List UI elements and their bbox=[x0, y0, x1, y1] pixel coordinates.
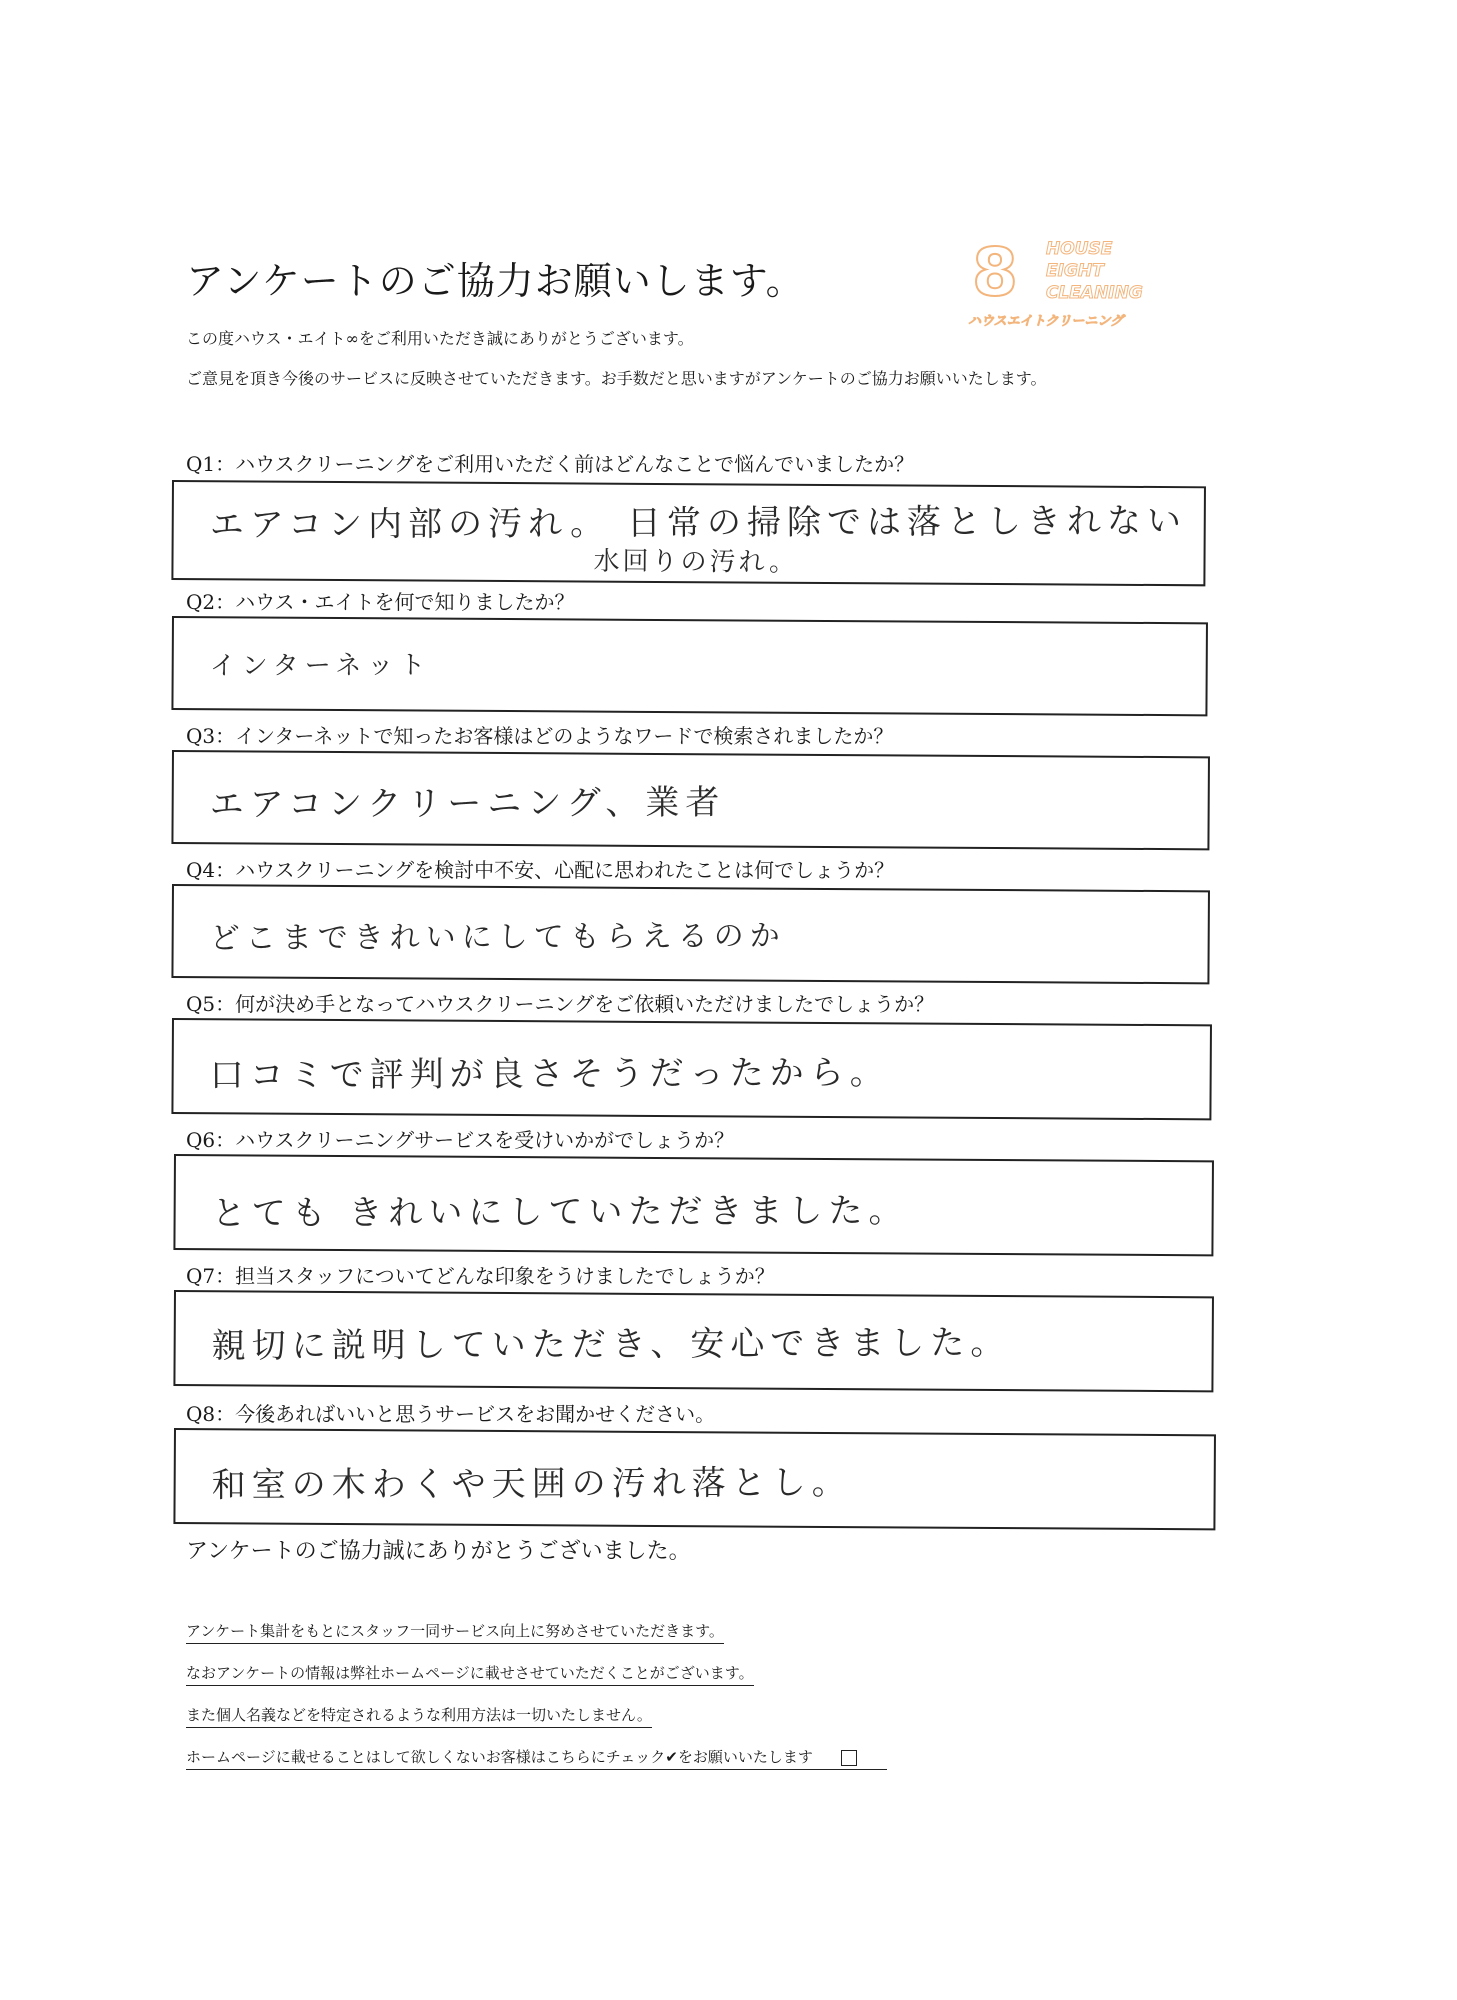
answer-2: インターネット bbox=[209, 650, 432, 682]
company-logo bbox=[968, 236, 1168, 336]
answer-box-2 bbox=[171, 616, 1208, 716]
question-5: Q5：何が決め手となってハウスクリーニングをご依頼いただけましたでしょうか？ bbox=[186, 992, 935, 1016]
answer-box-8 bbox=[173, 1428, 1216, 1530]
note-2-text: なおアンケートの情報は弊社ホームページに載せさせていただくことがございます。 bbox=[186, 1664, 754, 1686]
page-title: アンケートのご協力お願いします。 bbox=[186, 259, 805, 303]
note-3-text: また個人名義などを特定されるような利用方法は一切いたしません。 bbox=[186, 1706, 652, 1728]
question-3: Q3：インターネットで知ったお客様はどのようなワードで検索されましたか？ bbox=[186, 724, 894, 748]
question-7: Q7：担当スタッフについてどんな印象をうけましたでしょうか？ bbox=[186, 1264, 775, 1288]
logo-eight-mark: 8 bbox=[972, 234, 1018, 311]
answer-box-4 bbox=[171, 884, 1210, 984]
note-4-text: ホームページに載せることはして欲しくないお客様はこちらにチェック✔をお願いいたします bbox=[186, 1748, 813, 1766]
closing-message: アンケートのご協力誠にありがとうございました。 bbox=[186, 1539, 691, 1564]
question-4: Q4：ハウスクリーニングを検討中不安、心配に思われたことは何でしょうか？ bbox=[186, 858, 895, 882]
question-6: Q6：ハウスクリーニングサービスを受けいかがでしょうか？ bbox=[186, 1128, 735, 1152]
note-4 bbox=[186, 1746, 887, 1767]
intro-line-1: この度ハウス・エイト∞をご利用いただき誠にありがとうございます。 bbox=[186, 329, 694, 348]
note-3 bbox=[186, 1704, 652, 1725]
answer-box-7 bbox=[173, 1290, 1214, 1392]
logo-kana: ハウスエイトクリーニング bbox=[968, 314, 1124, 329]
question-1: Q1：ハウスクリーニングをご利用いただく前はどんなことで悩んでいましたか？ bbox=[186, 452, 915, 476]
note-2 bbox=[186, 1662, 754, 1683]
answer-6: とても きれいにしていただきました。 bbox=[211, 1190, 909, 1234]
answer-3: エアコンクリーニング、業者 bbox=[209, 782, 726, 825]
answer-1-line-2: 水回りの汚れ。 bbox=[593, 546, 799, 578]
logo-text bbox=[1046, 238, 1143, 304]
logo-line-eight: EIGHT bbox=[1046, 261, 1104, 281]
answer-box-5 bbox=[171, 1018, 1212, 1120]
answer-7: 親切に説明していただき、安心できました。 bbox=[211, 1322, 1011, 1367]
answer-1: エアコン内部の汚れ。 日常の掃除では落としきれない bbox=[209, 501, 1188, 546]
answer-box-3 bbox=[171, 750, 1210, 850]
intro-line-2: ご意見を頂き今後のサービスに反映させていただきます。お手数だと思いますがアンケートのご協力お願いいたします。 bbox=[186, 369, 1047, 388]
answer-8: 和室の木わくや天囲の汚れ落とし。 bbox=[211, 1462, 852, 1506]
answer-box-1 bbox=[171, 480, 1206, 586]
question-2: Q2：ハウス・エイトを何で知りましたか？ bbox=[186, 590, 575, 614]
note-1 bbox=[186, 1620, 724, 1641]
answer-box-6 bbox=[173, 1154, 1214, 1256]
answer-4: どこまできれいにしてもらえるのか bbox=[209, 918, 786, 957]
answer-5: 口コミで評判が良さそうだったから。 bbox=[209, 1052, 890, 1096]
question-8: Q8：今後あればいいと思うサービスをお聞かせください。 bbox=[186, 1402, 716, 1426]
note-1-text: アンケート集計をもとにスタッフ一同サービス向上に努めさせていただきます。 bbox=[186, 1622, 724, 1644]
opt-out-checkbox[interactable] bbox=[841, 1750, 857, 1766]
logo-line-cleaning: CLEANING bbox=[1046, 283, 1143, 303]
logo-line-house: HOUSE bbox=[1046, 239, 1113, 259]
